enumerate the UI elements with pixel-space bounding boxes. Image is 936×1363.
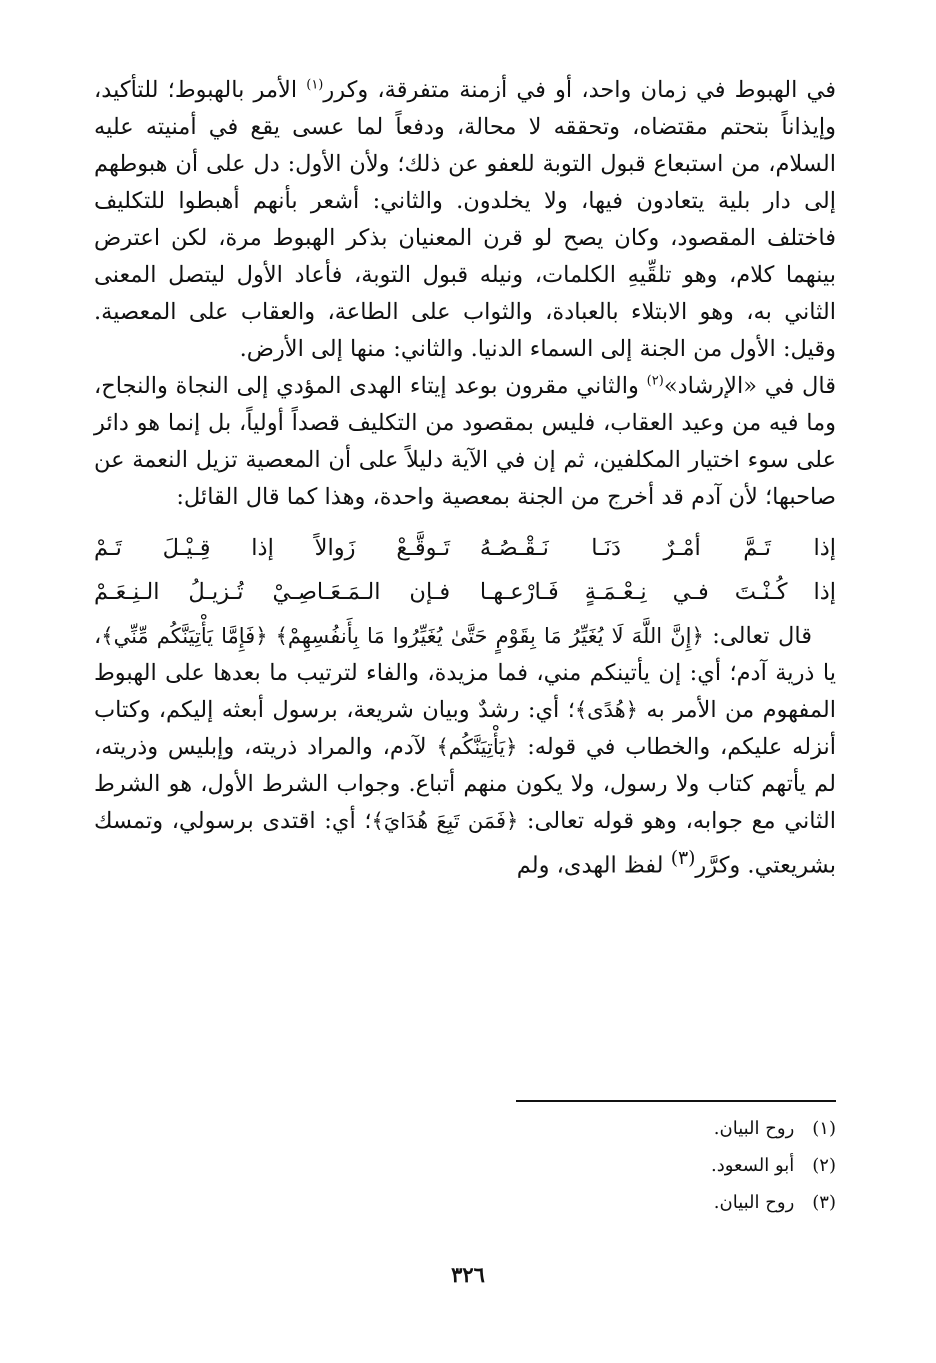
footnote-3-number: (٣): [812, 1192, 836, 1213]
footnote-2-text: أبو السعود.: [710, 1155, 795, 1176]
poem-line-2-first-hemistich: إذا كُـنْـتَ فـي نِـعْـمَـةٍ فَـارْعـهـا: [479, 579, 836, 605]
paragraph-3-text-b: ؛ أي: رشدٌ وبيان شريعة، برسول أبعثه إليكم، وكتاب أنزله عليكم، والخطاب في قوله:: [94, 697, 836, 760]
paragraph-3-text-d: ؛ أي: اقتدى برسولي، وتمسك بشريعتي. وكرَّر: [94, 808, 836, 879]
footnote-3-text: روح البيان.: [713, 1192, 795, 1213]
poem-line-1-first-hemistich: إذا تَـمَّ أمْـرٌ دَنَـا نَـقْـصُـهُ: [479, 535, 836, 561]
page-content: [94, 72, 836, 885]
footnote-2: [236, 1147, 836, 1184]
quran-verse-3: ﴿هُدًى﴾: [574, 698, 638, 722]
poem-line-1-second-hemistich: تَـوقَّـعْ زَوالاً إذا قِـيْـلَ تَـمْ: [94, 535, 451, 561]
footnote-1: [236, 1110, 836, 1147]
footnote-ref-1: (١): [306, 77, 324, 93]
footnote-1-number: (١): [812, 1118, 836, 1139]
paragraph-1-text: في الهبوط في زمان واحد، أو في أزمنة متفرقة، وكرر: [323, 77, 836, 103]
poem-line-1: [94, 526, 836, 570]
footnote-ref-2: (٢): [646, 373, 664, 389]
paragraph-3-intro: قال تعالى:: [703, 623, 812, 649]
footnotes: [236, 1110, 836, 1221]
quran-verse-5: ﴿فَمَن تَبِعَ هُدَايَ﴾: [371, 809, 519, 833]
footnote-2-number: (٢): [812, 1155, 836, 1176]
quran-verse-2: ﴿فَإِمَّا يَأْتِيَنَّكُم مِّنِّي﴾: [101, 624, 276, 648]
paragraph-2-text-b: والثاني مقرون بوعد إيتاء الهدى المؤدي إلى النجاة والنجاح، وما فيه من وعيد العقاب، فليس بمقصود من التكليف قصداً أولياً، بل إنما هو دائر على سوء اختيار المكلفين، ثم إن في الآية دليلاً على أن المعصية تزيل النعمة عن صاحبها؛ لأن آدم قد أخرج من الجنة بمعصية واحدة، وهذا كما قال القائل:: [94, 373, 836, 510]
poem-line-2: [94, 570, 836, 614]
paragraph-3: [94, 618, 836, 885]
quran-verse-1: ﴿إِنَّ اللَّهَ لَا يُغَيِّرُ مَا بِقَوْمٍ حَتَّىٰ يُغَيِّرُوا مَا بِأَنفُسِهِمْ﴾: [275, 624, 704, 648]
paragraph-3-text-a: ، يا ذرية آدم؛ أي: إن يأتينكم مني، فما مزيدة، والفاء لترتيب ما بعدها على الهبوط المفهوم من الأمر به: [94, 623, 836, 723]
footnote-divider: [516, 1100, 836, 1102]
paragraph-1: [94, 72, 836, 368]
paragraph-2: [94, 368, 836, 516]
page-number: ٣٢٦: [451, 1262, 485, 1287]
footnote-3: [236, 1184, 836, 1221]
paragraph-3-text-c: لآدم، والمراد ذريته، وإبليس وذريته، لم يأتهم كتاب ولا رسول، ولا يكون منهم أتباع. وجواب الشرط الأول، هو الشرط الثاني مع جوابه، وهو قوله تعالى:: [94, 734, 836, 834]
poem-line-2-second-hemistich: فـإن الـمَـعَـاصِـيْ تُـزيـلُ الـنِـعَـمْ: [94, 579, 451, 605]
paragraph-3-text-e: لفظ الهدى، ولم: [516, 852, 671, 879]
poem: [94, 526, 836, 614]
quran-verse-4: ﴿يَأْتِيَنَّكُم﴾: [436, 735, 518, 759]
footnote-ref-3: (٣): [670, 848, 696, 869]
paragraph-1-continued: الأمر بالهبوط؛ للتأكيد، وإيذاناً بتحتم مقتضاه، وتحققه لا محالة، ودفعاً لما عسى يقع في أمنيته عليه السلام، من استبعاع قبول التوبة للعفو عن ذلك؛ ولأن الأول: دل على أن هبوطهم إلى دار بلية يتعادون فيها، ولا يخلدون. والثاني: أشعر بأنهم أهبطوا للتكليف فاختلف المقصود، وكان يصح لو قرن المعنيان بذكر الهبوط مرة، لكن اعترض بينهما كلام، وهو تلقِّيهِ الكلمات، ونيله قبول التوبة، فأعاد الأول ليتصل المعنى الثاني به، وهو الابتلاء بالعبادة، والثواب على الطاعة، والعقاب على المعصية. وقيل: الأول من الجنة إلى السماء الدنيا. والثاني: منها إلى الأرض.: [94, 77, 836, 362]
paragraph-2-text-a: قال في «الإرشاد»: [663, 373, 837, 399]
footnote-1-text: روح البيان.: [713, 1118, 795, 1139]
